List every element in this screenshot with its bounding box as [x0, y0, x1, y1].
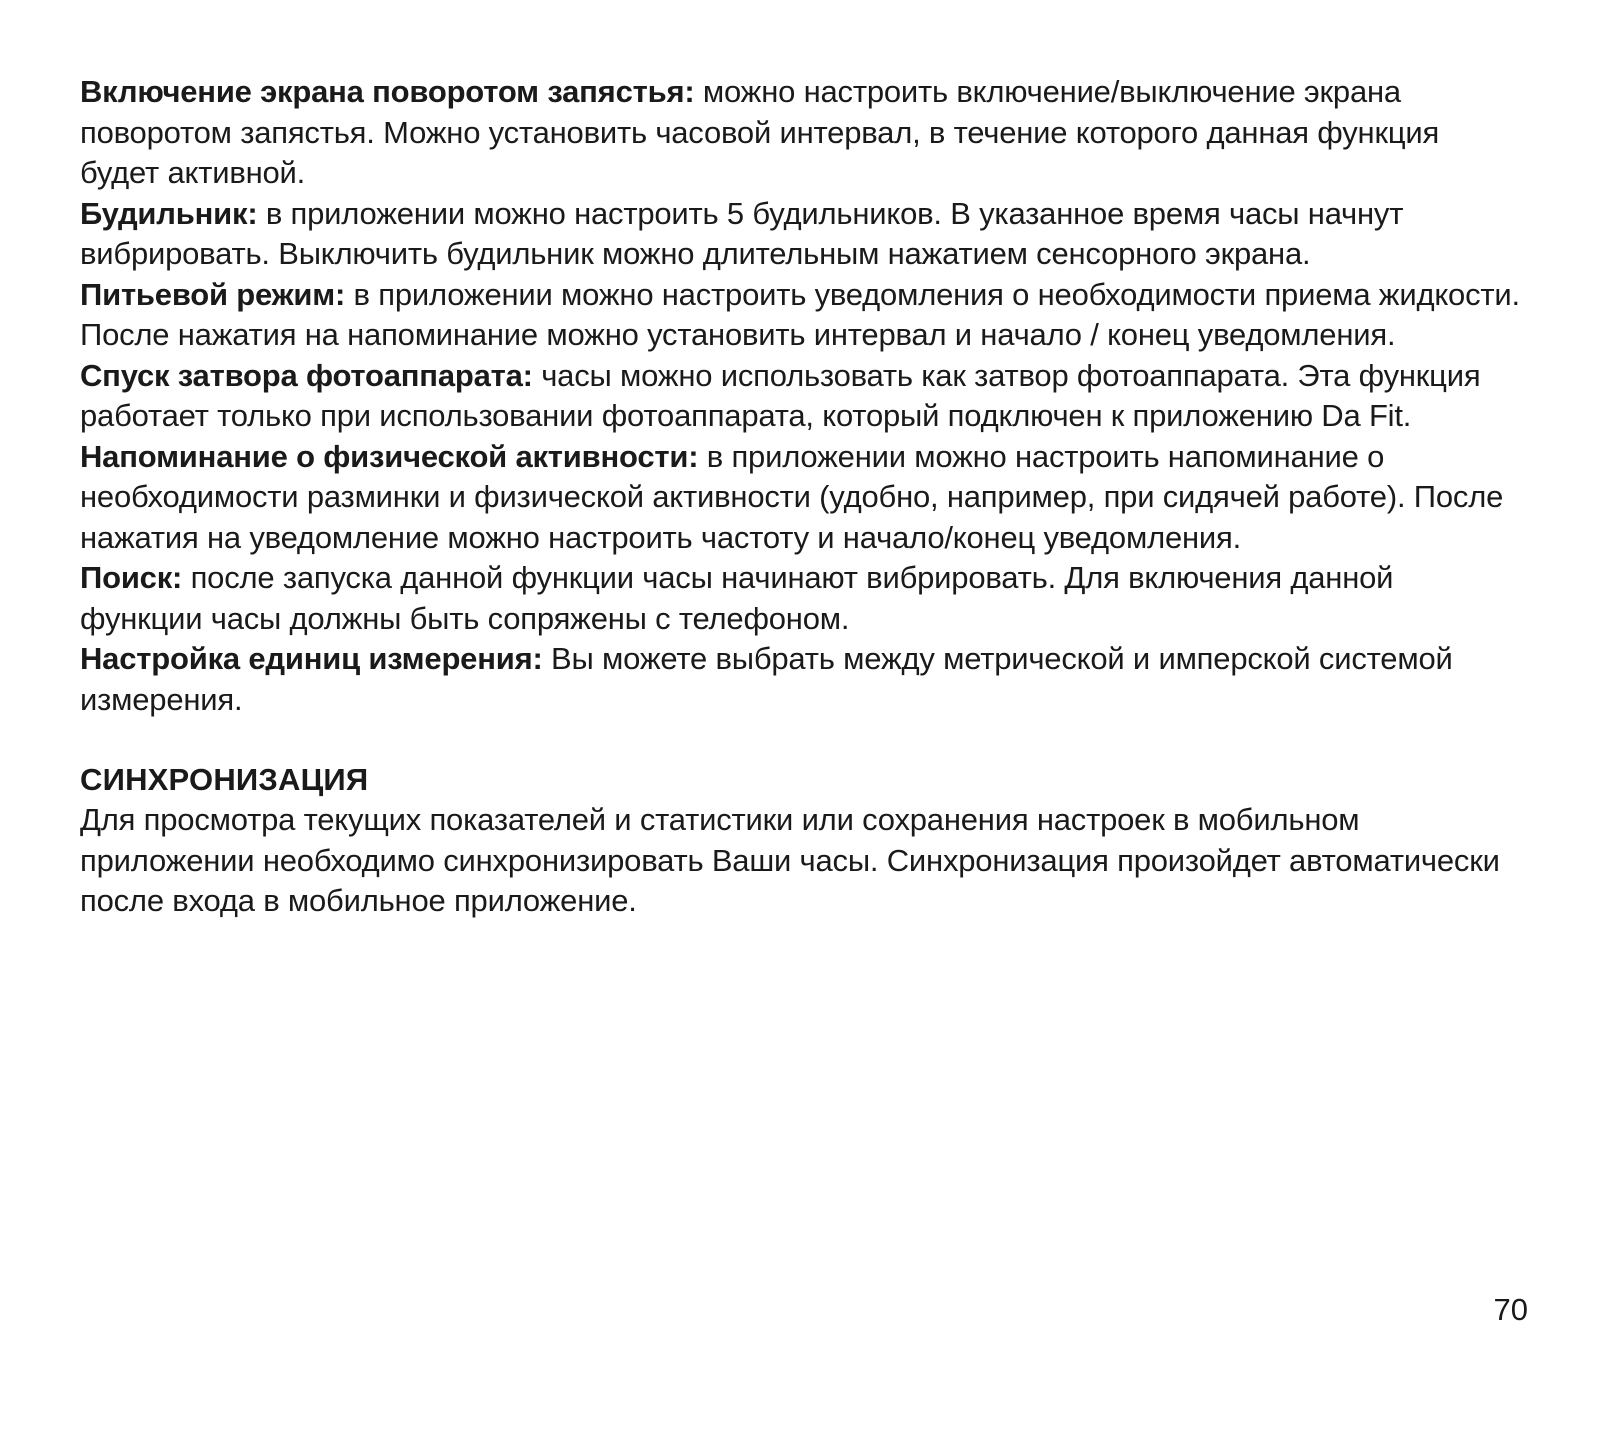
feature-term: Настройка единиц измерения:: [80, 641, 543, 676]
feature-term: Будильник:: [80, 195, 258, 231]
feature-text: в приложении можно настроить уведомления о необходимости приема жидкости. После нажатия на напоминание можно установить интервал и начало / конец уведомления.: [80, 276, 1520, 352]
section-title: СИНХРОНИЗАЦИЯ: [80, 762, 369, 797]
feature-alarm: [80, 194, 1520, 275]
feature-activity-reminder: [80, 437, 1520, 559]
feature-wrist-raise: [80, 72, 1520, 194]
feature-term: Включение экрана поворотом запястья:: [80, 74, 695, 109]
feature-text: в приложении можно настроить напоминание о необходимости разминки и физической активности (удобно, например, при сидячей работе). После нажатия на уведомление можно настроить частоту и начало/конец уведомления.: [80, 438, 1504, 555]
feature-text: часы можно использовать как затвор фотоаппарата. Эта функция работает только при использовании фотоаппарата, который подключен к приложению Da Fit.: [80, 357, 1481, 433]
feature-text: после запуска данной функции часы начинают вибрировать. Для включения данной функции часы должны быть сопряжены с телефоном.: [80, 560, 1394, 636]
feature-term: Спуск затвора фотоаппарата:: [80, 357, 533, 393]
feature-term: Напоминание о физической активности:: [80, 438, 699, 474]
feature-term: Питьевой режим:: [80, 276, 346, 312]
page-number: 70: [1493, 1292, 1528, 1327]
feature-term: Поиск:: [80, 560, 183, 595]
feature-find: [80, 558, 1520, 639]
feature-units: [80, 639, 1520, 720]
sync-section: [80, 760, 1520, 922]
feature-text: в приложении можно настроить 5 будильников. В указанное время часы начнут вибрировать. Выключить будильник можно длительным нажатием сенсорного экрана.: [80, 195, 1404, 271]
feature-text: Вы можете выбрать между метрической и имперской системой измерения.: [80, 641, 1453, 717]
section-text: Для просмотра текущих показателей и статистики или сохранения настроек в мобильном приложении необходимо синхронизировать Ваши часы. Синхронизация произойдет автоматически после входа в мобильное приложение.: [80, 802, 1500, 918]
feature-drinking-mode: [80, 275, 1520, 356]
feature-camera-shutter: [80, 356, 1520, 437]
feature-text: можно настроить включение/выключение экрана поворотом запястья. Можно установить часовой интервал, в течение которого данная функция будет активной.: [80, 74, 1440, 190]
page-body: [80, 72, 1520, 922]
